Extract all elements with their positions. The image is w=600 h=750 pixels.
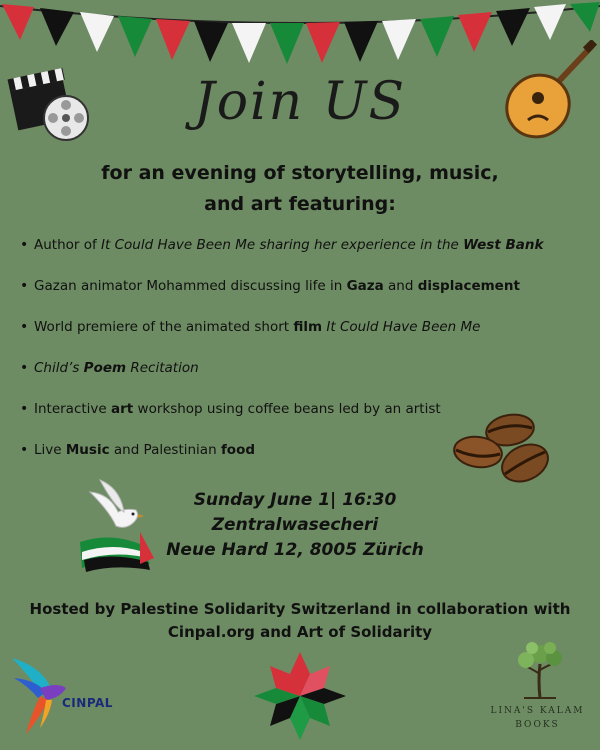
subtitle-line-2: and art featuring:	[204, 193, 396, 215]
cinpal-bird-logo	[10, 652, 70, 737]
join-us-heading: Join US	[193, 72, 407, 132]
hosted-line-2: Cinpal.org and Art of Solidarity	[167, 623, 433, 641]
program-item-premiere: • World premiere of the animated short film It Could Have Been Me	[20, 318, 590, 359]
hosted-by	[10, 598, 590, 644]
cinpal-logo-text: CINPAL	[62, 696, 113, 710]
lina-logo-line-1: LINA'S KALAM	[490, 706, 585, 716]
tree-logo-icon	[510, 640, 570, 702]
event-venue: Zentralwasecheri	[211, 515, 379, 535]
program-item-poem: • Child’s Poem Recitation	[20, 359, 590, 400]
art-of-solidarity-star-logo	[248, 650, 352, 742]
program-item-music-food: • Live Music and Palestinian food	[20, 441, 590, 482]
subtitle-line-1: for an evening of storytelling, music,	[101, 162, 499, 184]
lina-logo-line-2: BOOKS	[515, 720, 560, 730]
event-subtitle	[40, 158, 560, 220]
hosted-line-1: Hosted by Palestine Solidarity Switzerland in collaboration with	[29, 600, 571, 618]
dove-with-flag-icon	[70, 472, 160, 577]
program-item-workshop: • Interactive art workshop using coffee beans led by an artist	[20, 400, 590, 441]
linas-kalam-books-logo	[475, 704, 600, 732]
coffee-beans-icon	[450, 408, 560, 498]
program-item-author: • Author of It Could Have Been Me sharing her experience in the West Bank	[20, 236, 590, 277]
event-details	[150, 488, 440, 563]
program-item-animator: • Gazan animator Mohammed discussing life in Gaza and displacement	[20, 277, 590, 318]
event-address: Neue Hard 12, 8005 Zürich	[166, 540, 424, 560]
event-date: Sunday June 1| 16:30	[193, 490, 397, 510]
